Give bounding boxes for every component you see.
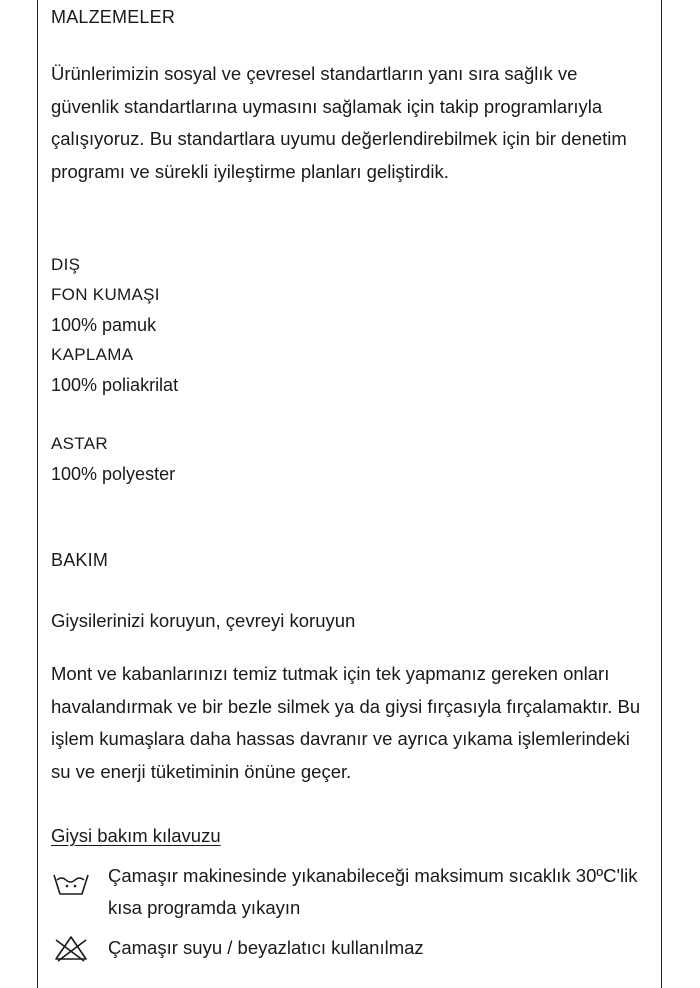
materials-outer-group xyxy=(51,250,178,400)
care-guide-link[interactable]: Giysi bakım kılavuzu xyxy=(51,825,221,846)
care-instruction-bleach xyxy=(51,932,651,964)
lining-label: ASTAR xyxy=(51,434,108,453)
base-fabric-label: FON KUMAŞI xyxy=(51,285,160,304)
product-details-panel xyxy=(37,0,662,988)
care-title: BAKIM xyxy=(51,550,109,570)
care-subtitle: Giysilerinizi koruyun, çevreyi koruyun xyxy=(51,610,356,631)
care-instruction-wash-text: Çamaşır makinesinde yıkanabileceği maksimum sıcaklık 30ºC'lik kısa programda yıkayın xyxy=(108,865,638,918)
materials-intro: Ürünlerimizin sosyal ve çevresel standartların yanı sıra sağlık ve güvenlik standartlarına uymasını sağlamak için takip programlarıyla çalışıyoruz. Bu standartlara uyumu değerlendirebilmek için bir denetim programı ve sürekli iyileştirme planları geliştirdik. xyxy=(51,63,627,182)
outer-label: DIŞ xyxy=(51,255,81,274)
materials-title: MALZEMELER xyxy=(51,7,176,27)
lining-value: 100% polyester xyxy=(51,464,176,484)
coating-value: 100% poliakrilat xyxy=(51,375,179,395)
materials-lining-group xyxy=(51,429,175,489)
base-fabric-value: 100% pamuk xyxy=(51,315,157,335)
care-body: Mont ve kabanlarınızı temiz tutmak için tek yapmanız gereken onları havalandırmak ve bir bezle silmek ya da giysi fırçasıyla fırçalamaktır. Bu işlem kumaşlara daha hassas davranır ve ayrıca yıkama işlemlerindeki su ve enerji tüketiminin önüne geçer. xyxy=(51,663,641,782)
coating-label: KAPLAMA xyxy=(51,345,134,364)
machine-wash-30-icon xyxy=(51,870,91,900)
care-instruction-bleach-text: Çamaşır suyu / beyazlatıcı kullanılmaz xyxy=(108,937,424,958)
do-not-bleach-icon xyxy=(51,933,91,963)
care-instruction-wash xyxy=(51,860,651,924)
